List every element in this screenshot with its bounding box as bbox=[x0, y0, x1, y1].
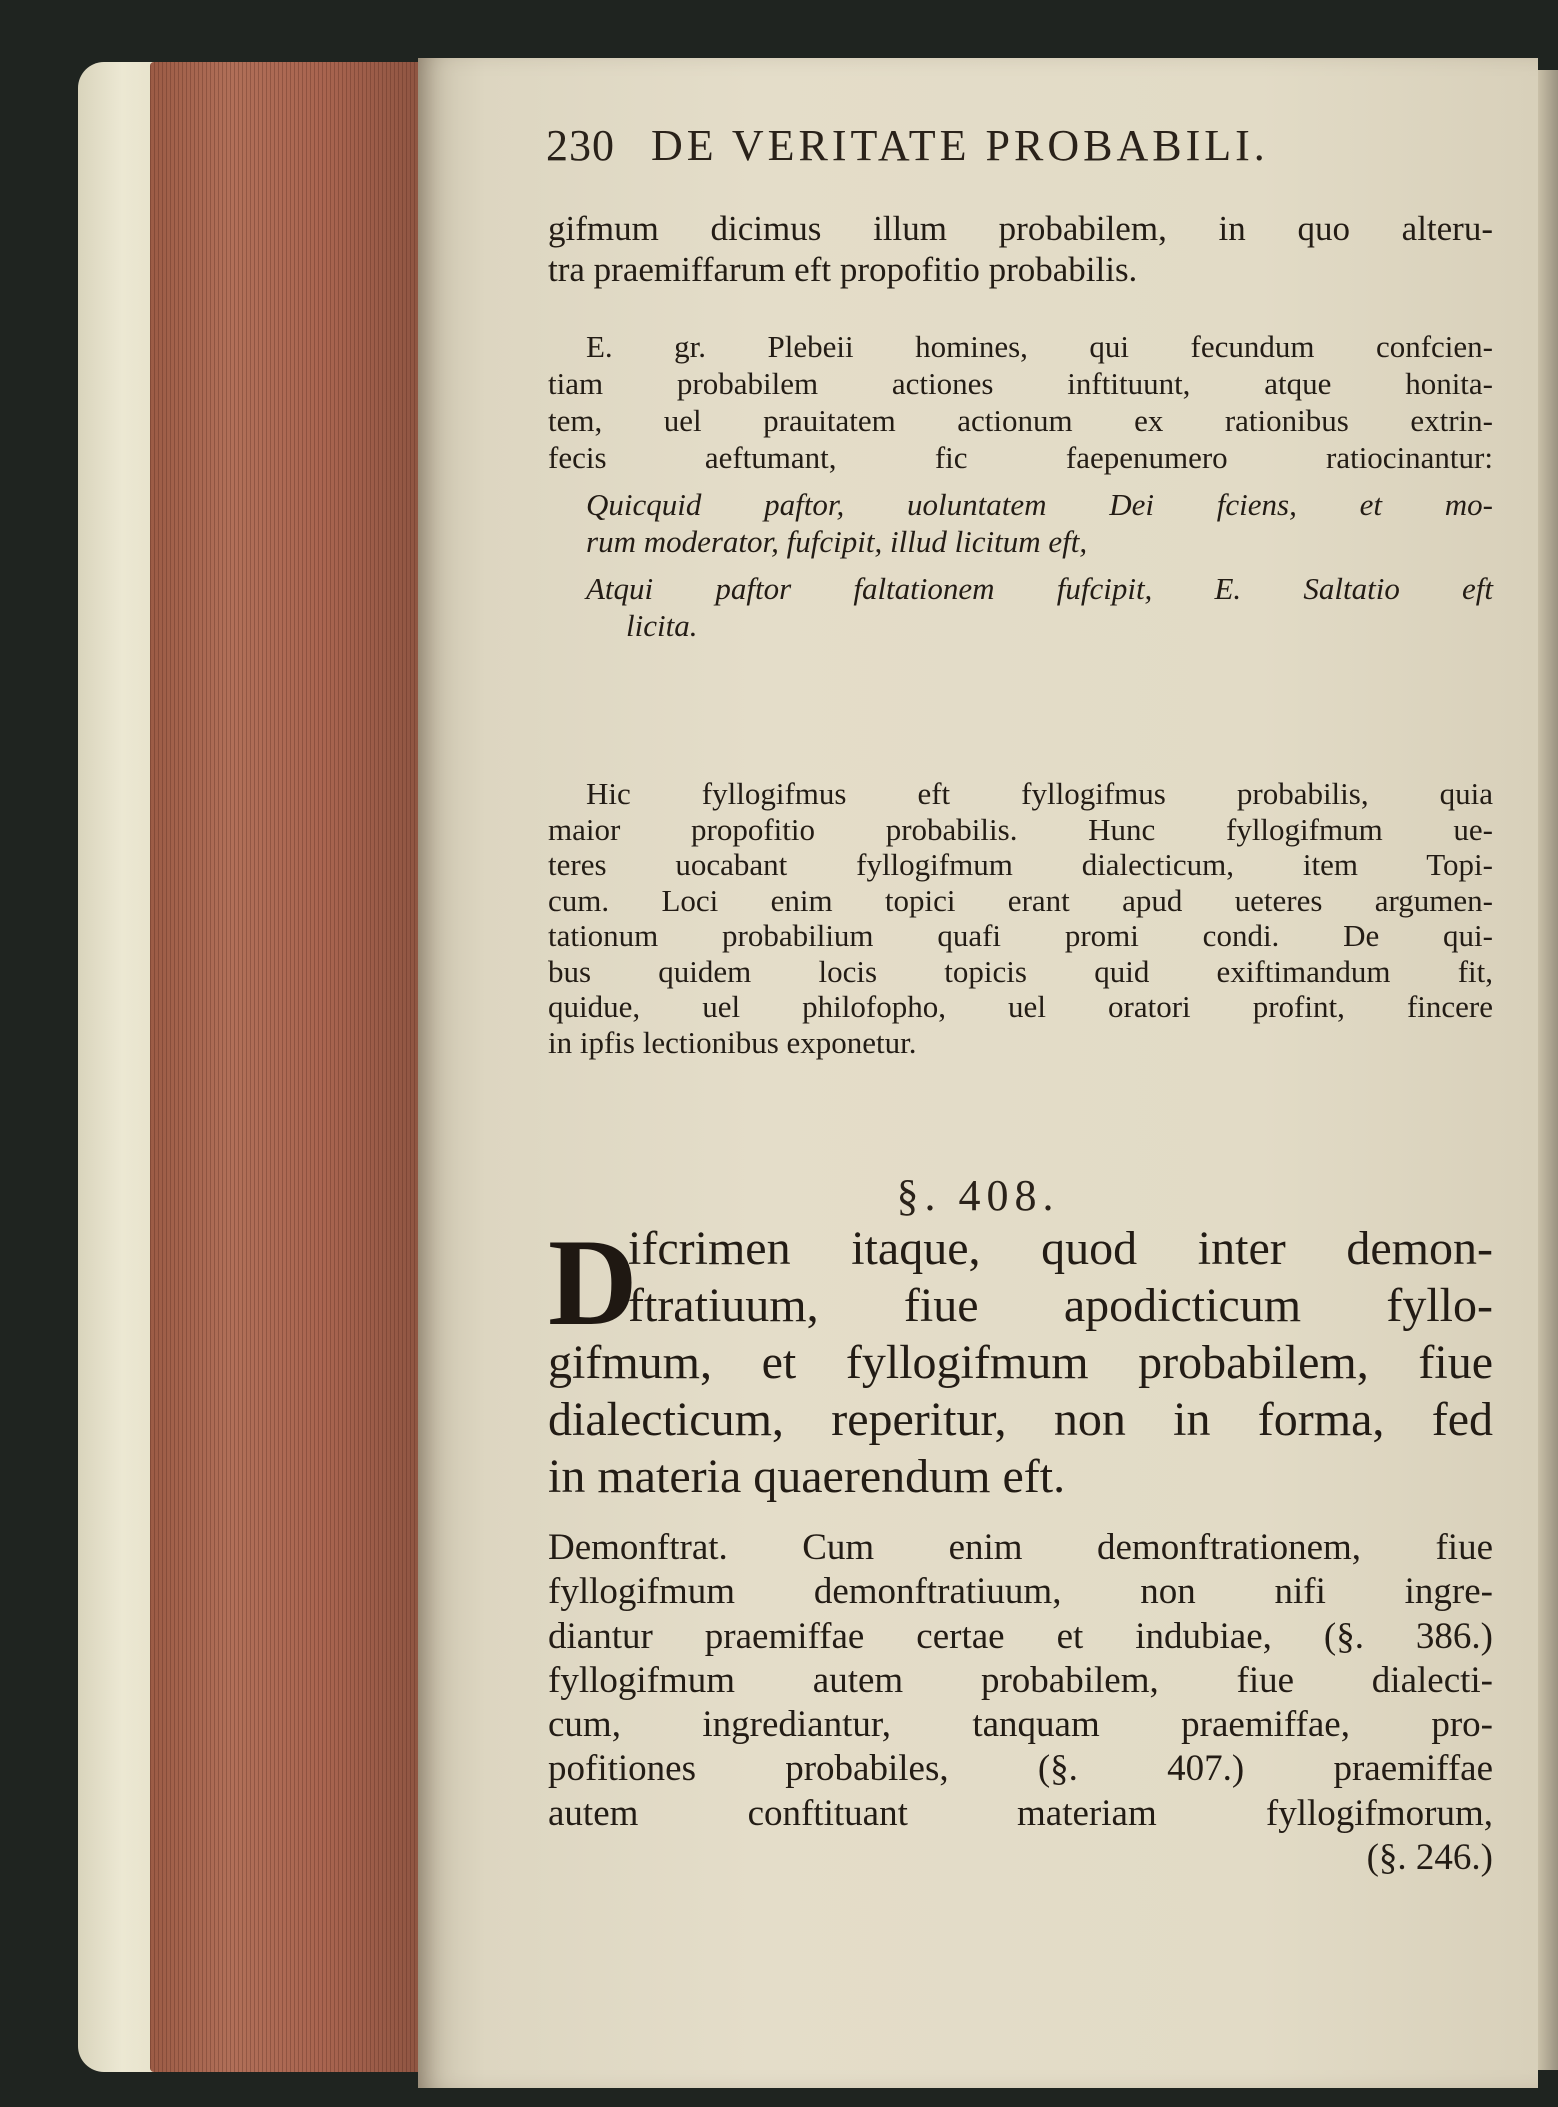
running-title: DE VERITATE PROBABILI. bbox=[651, 121, 1269, 170]
syllogism-example bbox=[586, 486, 1493, 644]
conclusion-line: licita. bbox=[626, 608, 698, 643]
example-paragraph bbox=[548, 328, 1493, 476]
text-line: pofitiones probabiles, (§. 407.) praemiffae bbox=[548, 1748, 1493, 1790]
text-line: in materia quaerendum eft. bbox=[548, 1450, 1066, 1503]
text-line: tationum probabilium quafi promi condi. De qui- bbox=[548, 918, 1493, 953]
major-premise-line: Quicquid paftor, uoluntatem Dei fciens, et mo- bbox=[586, 487, 1493, 522]
commentary-paragraph bbox=[548, 776, 1493, 1060]
text-line: fyllogifmum demonftratiuum, non nifi ingre- bbox=[548, 1571, 1493, 1613]
text-line: ftratiuum, fiue apodicticum fyllo- bbox=[628, 1279, 1493, 1332]
text-line: Hic fyllogifmus eft fyllogifmus probabilis, quia bbox=[586, 776, 1493, 811]
page-number: 230 bbox=[546, 121, 615, 170]
text-line: E. gr. Plebeii homines, qui fecundum confcien- bbox=[586, 329, 1493, 364]
text-line: bus quidem locis topicis quid exiftimandum fit, bbox=[548, 953, 1493, 989]
text-line: cum. Loci enim topici erant apud ueteres argumen- bbox=[548, 882, 1493, 918]
book-page bbox=[418, 58, 1538, 2088]
major-premise-line: rum moderator, fufcipit, illud licitum eft, bbox=[586, 524, 1088, 559]
intro-paragraph bbox=[548, 208, 1493, 290]
text-line: tra praemiffarum eft propofitio probabilis. bbox=[548, 250, 1138, 289]
text-line: gifmum dicimus illum probabilem, in quo alteru- bbox=[548, 209, 1493, 248]
page-edges bbox=[150, 62, 420, 2072]
text-line: ifcrimen itaque, quod inter demon- bbox=[628, 1222, 1493, 1275]
minor-premise-line: Atqui paftor faltationem fufcipit, E. Saltatio eft bbox=[586, 571, 1493, 606]
proposition-paragraph bbox=[548, 1214, 1493, 1505]
running-head bbox=[546, 120, 1269, 171]
section-number: §. 408. bbox=[896, 1171, 1060, 1220]
text-line: diantur praemiffae certae et indubiae, (§. 386.) bbox=[548, 1615, 1493, 1657]
text-line: maior propofitio probabilis. Hunc fyllogifmum ue- bbox=[548, 811, 1493, 847]
text-line: quidue, uel philofopho, uel oratori profint, fincere bbox=[548, 989, 1493, 1024]
text-line: in ipfis lectionibus exponetur. bbox=[548, 1024, 917, 1060]
text-line: tem, uel prauitatem actionum ex rationibus extrin- bbox=[548, 403, 1493, 438]
text-line: Demonftrat. Cum enim demonftrationem, fiue bbox=[548, 1527, 1493, 1568]
text-line: tiam probabilem actiones inftituunt, atque honita- bbox=[548, 366, 1493, 401]
text-line: fecis aeftumant, fic faepenumero ratiocinantur: bbox=[548, 440, 1493, 475]
text-line: teres uocabant fyllogifmum dialecticum, item Topi- bbox=[548, 847, 1493, 882]
text-line: gifmum, et fyllogifmum probabilem, fiue bbox=[548, 1336, 1493, 1389]
facing-page-edge bbox=[1538, 70, 1558, 2070]
dropcap: D bbox=[548, 1214, 638, 1351]
text-line: autem conftituant materiam fyllogifmorum, bbox=[548, 1792, 1493, 1834]
demonstration-paragraph bbox=[548, 1526, 1493, 1880]
text-line: cum, ingrediantur, tanquam praemiffae, pro- bbox=[548, 1704, 1493, 1746]
text-line: fyllogifmum autem probabilem, fiue dialecti- bbox=[548, 1659, 1493, 1701]
catchline: (§. 246.) bbox=[1366, 1837, 1493, 1879]
text-line: dialecticum, reperitur, non in forma, fed bbox=[548, 1393, 1493, 1446]
